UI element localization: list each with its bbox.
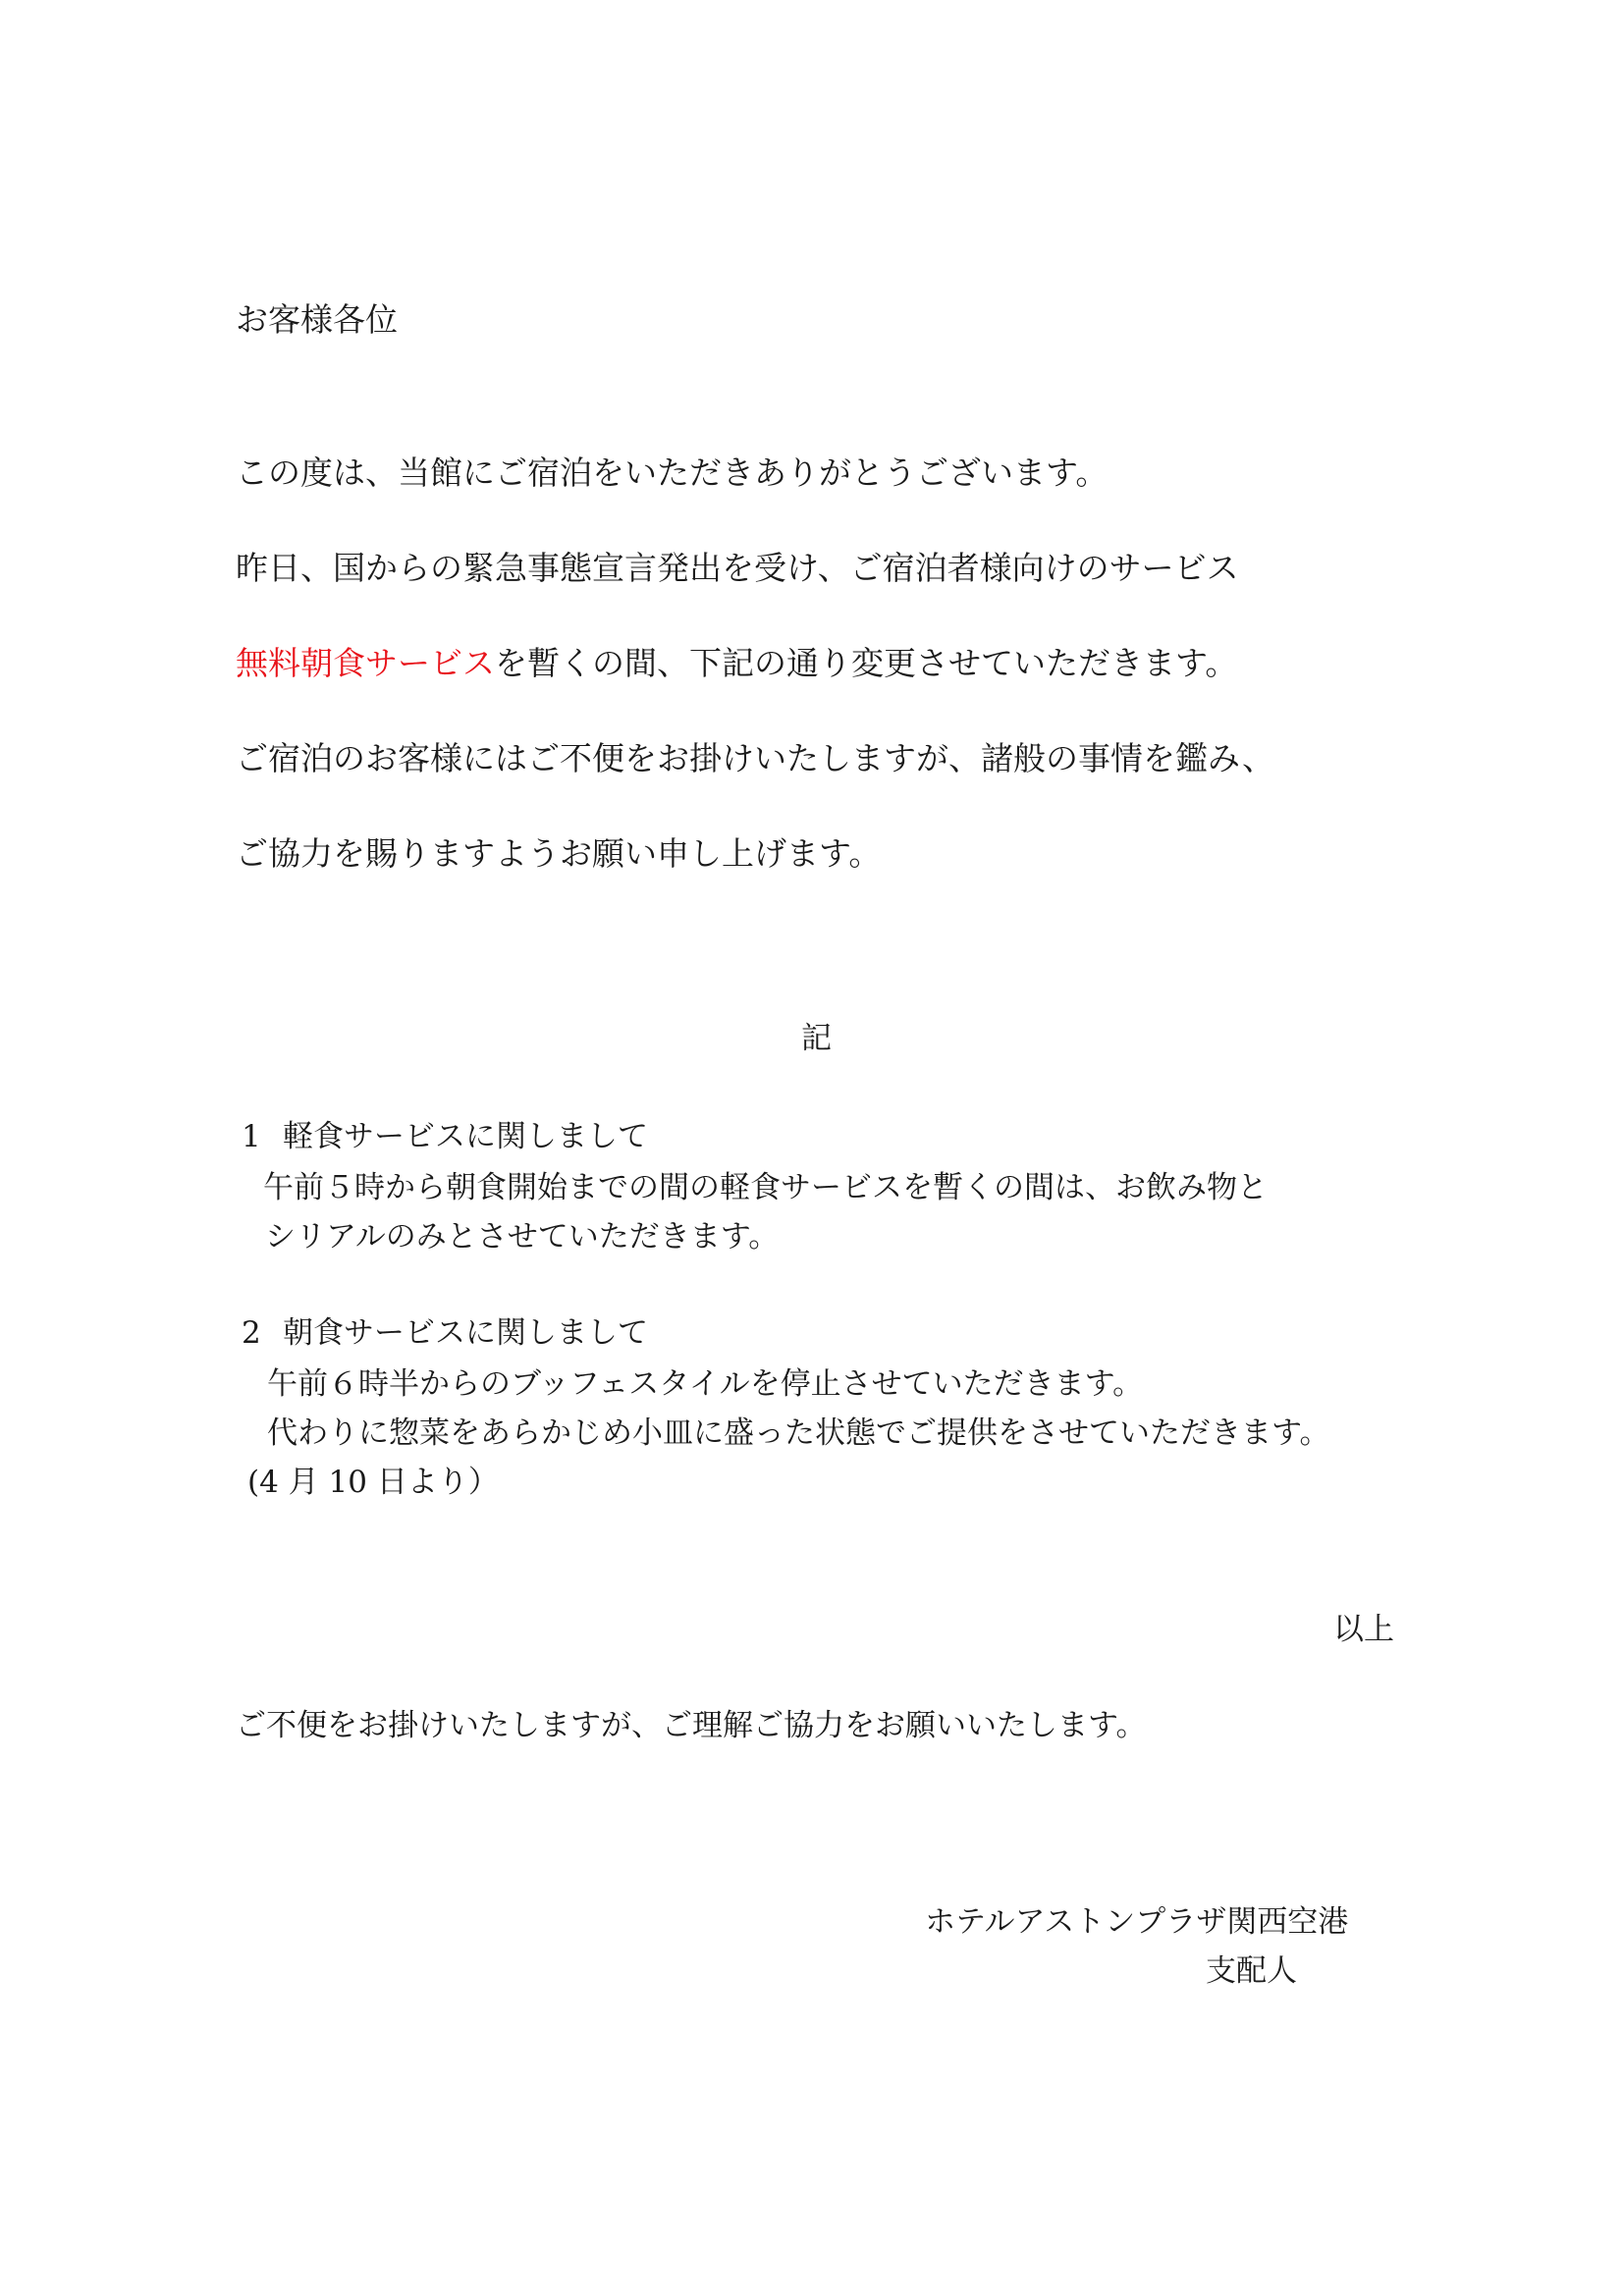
item-2-number: 2	[242, 1315, 261, 1351]
ki-heading: 記	[801, 1021, 832, 1056]
item-1-line-1: 午前５時から朝食開始までの間の軽食サービスを暫くの間は、お飲み物と	[263, 1170, 1268, 1205]
intro-line-4: ご宿泊のお客様にはご不便をお掛けいたしますが、諸般の事情を鑑み、	[236, 739, 1274, 777]
signature-title: 支配人	[1206, 1953, 1297, 1989]
intro-line-2: 昨日、国からの緊急事態宣言発出を受け、ご宿泊者様向けのサービス	[236, 549, 1239, 587]
item-2-line-3: (4 月 10 日より）	[247, 1465, 499, 1500]
item-2-line-1: 午前６時半からのブッフェスタイルを停止させていただきます。	[267, 1366, 1144, 1402]
item-2-line-2: 代わりに惣菜をあらかじめ小皿に盛った状態でご提供をさせていただきます。	[267, 1415, 1330, 1451]
item-1-number: 1	[242, 1119, 261, 1154]
signature-hotel-name: ホテルアストンプラザ関西空港	[925, 1904, 1349, 1940]
salutation: お客様各位	[236, 300, 398, 339]
item-1-line-2: シリアルのみとさせていただきます。	[265, 1219, 780, 1255]
free-breakfast-highlight: 無料朝食サービス	[236, 644, 495, 682]
intro-line-1: この度は、当館にご宿泊をいただきありがとうございます。	[236, 454, 1109, 492]
intro-line-3-rest: を暫くの間、下記の通り変更させていただきます。	[495, 644, 1238, 682]
intro-line-5: ご協力を賜りますようお願い申し上げます。	[236, 834, 882, 873]
closing-line: ご不便をお掛けいたしますが、ご理解ご協力をお願いいたします。	[236, 1708, 1147, 1743]
ijo: 以上	[1333, 1612, 1394, 1647]
intro-line-3	[236, 644, 1237, 683]
item-2-heading: 朝食サービスに関しまして	[283, 1315, 648, 1351]
item-1-heading: 軽食サービスに関しまして	[283, 1119, 648, 1154]
